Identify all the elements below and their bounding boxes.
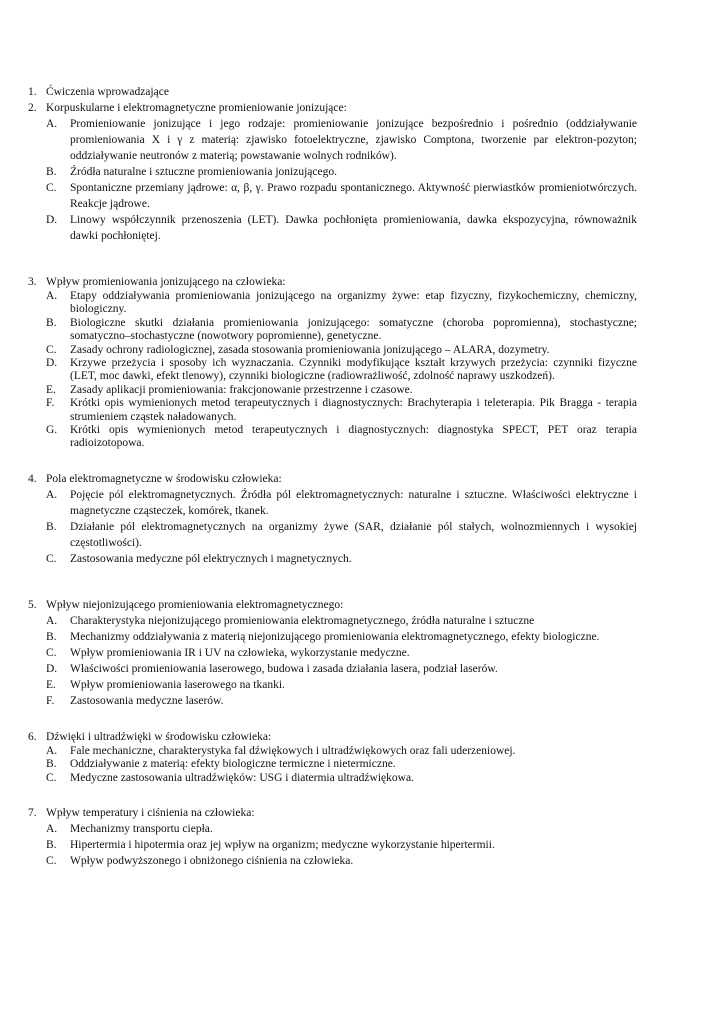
list-item: [28, 551, 637, 567]
item-text: Źródła naturalne i sztuczne promieniowania jonizującego.: [70, 166, 337, 178]
list-item: [28, 317, 637, 344]
list-item: [28, 745, 637, 758]
section-title: Wpływ niejonizującego promieniowania elektromagnetycznego:: [46, 598, 344, 611]
item-text: Fale mechaniczne, charakterystyka fal dźwiękowych i ultradźwiękowych oraz fali uderzeniowej.: [70, 744, 516, 757]
list-item: [28, 772, 637, 785]
item-text: Właściwości promieniowania laserowego, budowa i zasada działania lasera, podział laserów.: [70, 662, 498, 675]
item-letter: A.: [46, 614, 58, 627]
section-title: Dźwięki i ultradźwięki w środowisku człowieka:: [46, 730, 272, 743]
section-title: Wpływ promieniowania jonizującego na człowieka:: [46, 276, 286, 288]
item-text: Zasady aplikacji promieniowania: frakcjonowanie przestrzenne i czasowe.: [70, 383, 413, 396]
item-text: Charakterystyka niejonizującego promieniowania elektromagnetycznego, źródła naturalne i sztuczne: [70, 614, 535, 627]
section-7: [28, 805, 637, 869]
item-text: Krótki opis wymienionych metod terapeutycznych i diagnostycznych: diagnostyka SPECT, PET oraz terapia radioizotopowa.: [70, 424, 637, 450]
section-number: 4.: [28, 472, 37, 485]
list-item: [28, 837, 637, 853]
spacer: [28, 567, 637, 597]
list-item: [28, 821, 637, 837]
section-items: [28, 613, 637, 709]
item-text: Wpływ podwyższonego i obniżonego ciśnienia na człowieka.: [70, 855, 354, 868]
spacer: [28, 785, 637, 805]
section-number: 7.: [28, 807, 37, 820]
item-letter: D.: [46, 214, 58, 226]
section-number: 6.: [28, 730, 37, 743]
list-item: [28, 424, 637, 451]
item-text: Hipertermia i hipotermia oraz jej wpływ na organizm; medyczne wykorzystanie hipertermii.: [70, 839, 495, 852]
item-text: Zasady ochrony radiologicznej, zasada stosowania promieniowania jonizującego – ALARA, dozymetry.: [70, 343, 550, 356]
section-heading: [28, 274, 637, 290]
item-text: Pojęcie pól elektromagnetycznych. Źródła pól elektromagnetycznych: naturalne i sztuczne. Właściwości elektryczne i magnetyczne cząsteczek, komórek, tkanek.: [70, 488, 637, 517]
item-text: Mechanizmy oddziaływania z materią niejonizującego promieniowania elektromagnetycznego, efekty biologiczne.: [70, 630, 600, 643]
item-letter: E.: [46, 678, 56, 691]
list-item: [28, 290, 637, 317]
item-text: Biologiczne skutki działania promieniowania jonizującego: somatyczne (choroba popromienna), stochastyczne; somatyczno–stochastyczne (nowotwory popromienne), genetyczne.: [70, 316, 637, 343]
list-item: [28, 645, 637, 661]
section-title: Pola elektromagnetyczne w środowisku człowieka:: [46, 472, 282, 485]
item-letter: A.: [46, 290, 58, 302]
item-letter: D.: [46, 357, 58, 370]
item-letter: G.: [46, 424, 58, 437]
item-text: Zastosowania medyczne laserów.: [70, 694, 224, 707]
item-letter: A.: [46, 744, 58, 757]
item-letter: A.: [46, 118, 58, 130]
section-heading: [28, 805, 637, 821]
section-number: 1.: [28, 86, 37, 98]
section-1: [28, 84, 637, 100]
section-items: [28, 487, 637, 567]
item-letter: F.: [46, 694, 55, 707]
section-title: Wpływ temperatury i ciśnienia na człowieka:: [46, 807, 255, 820]
item-text: Zastosowania medyczne pól elektrycznych i magnetycznych.: [70, 552, 352, 565]
list-item: [28, 629, 637, 645]
item-letter: B.: [46, 520, 57, 533]
item-text: Wpływ promieniowania laserowego na tkanki.: [70, 678, 285, 691]
item-letter: B.: [46, 839, 57, 852]
list-item: [28, 180, 637, 212]
section-heading: [28, 84, 637, 100]
item-letter: C.: [46, 855, 57, 868]
section-items: [28, 116, 637, 244]
list-item: [28, 164, 637, 180]
list-item: [28, 487, 637, 519]
section-items: [28, 745, 637, 785]
item-text: Krótki opis wymienionych metod terapeutycznych i diagnostycznych: Brachyterapia i teleterapia. Pik Bragga - terapia strumieniem cząstek naładowanych.: [70, 397, 637, 423]
list-item: [28, 758, 637, 771]
item-letter: B.: [46, 758, 57, 771]
list-item: [28, 519, 637, 551]
item-letter: B.: [46, 630, 57, 643]
section-6: [28, 729, 637, 785]
list-item: [28, 357, 637, 384]
section-heading: [28, 100, 637, 116]
spacer: [28, 244, 637, 274]
item-text: Krzywe przeżycia i sposoby ich wyznaczania. Czynniki modyfikujące kształt krzywych przeżycia: czynniki fizyczne (LET, moc dawki, efekt tlenowy), czynniki biologiczne (radiowrażliwość, zdolność naprawy uszkodzeń).: [70, 357, 637, 383]
item-text: Oddziaływanie z materią: efekty biologiczne termiczne i nietermiczne.: [70, 758, 396, 771]
item-text: Mechanizmy transportu ciepła.: [70, 823, 213, 836]
item-letter: C.: [46, 771, 57, 784]
item-text: Spontaniczne przemiany jądrowe: α, β, γ. Prawo rozpadu spontanicznego. Aktywność pierwiastków promieniotwórczych. Reakcje jądrowe.: [70, 182, 637, 210]
item-text: Wpływ promieniowania IR i UV na człowieka, wykorzystanie medyczne.: [70, 646, 410, 659]
spacer: [28, 709, 637, 729]
section-heading: [28, 471, 637, 487]
item-letter: A.: [46, 488, 58, 501]
section-items: [28, 821, 637, 869]
item-letter: F.: [46, 397, 55, 410]
item-text: Linowy współczynnik przenoszenia (LET). Dawka pochłonięta promieniowania, dawka ekspozycyjna, równoważnik dawki pochłoniętej.: [70, 214, 637, 242]
spacer: [28, 451, 637, 471]
section-number: 5.: [28, 598, 37, 611]
item-letter: C.: [46, 343, 57, 356]
item-text: Medyczne zastosowania ultradźwięków: USG i diatermia ultradźwiękowa.: [70, 771, 414, 784]
item-text: Etapy oddziaływania promieniowania jonizującego na organizmy żywe: etap fizyczny, fizykochemiczny, chemiczny, biologiczny.: [70, 290, 637, 316]
section-title: Ćwiczenia wprowadzające: [46, 86, 169, 98]
section-5: [28, 597, 637, 709]
list-item: [28, 853, 637, 869]
list-item: [28, 384, 637, 397]
item-letter: A.: [46, 823, 58, 836]
list-item: [28, 661, 637, 677]
item-letter: B.: [46, 316, 57, 329]
item-letter: B.: [46, 166, 57, 178]
section-items: [28, 290, 637, 451]
item-letter: C.: [46, 646, 57, 659]
list-item: [28, 212, 637, 244]
item-letter: C.: [46, 552, 57, 565]
section-number: 2.: [28, 102, 37, 114]
section-heading: [28, 597, 637, 613]
section-heading: [28, 729, 637, 745]
section-3: [28, 274, 637, 451]
list-item: [28, 397, 637, 424]
section-title: Korpuskularne i elektromagnetyczne promieniowanie jonizujące:: [46, 102, 347, 114]
item-letter: D.: [46, 662, 58, 675]
list-item: [28, 693, 637, 709]
item-letter: C.: [46, 182, 57, 194]
item-text: Działanie pól elektromagnetycznych na organizmy żywe (SAR, działanie pól stałych, wolnozmiennych i wysokiej częstotliwości).: [70, 520, 637, 549]
list-item: [28, 613, 637, 629]
section-2: [28, 100, 637, 244]
section-4: [28, 471, 637, 567]
item-text: Promieniowanie jonizujące i jego rodzaje: promieniowanie jonizujące bezpośrednio i pośrednio (oddziaływanie promieniowania X i γ z materią: zjawisko fotoelektryczne, zjawisko Comptona, tworzenie par elektron-pozyton; oddziaływanie neutronów z materią; powstawanie wolnych rodników).: [70, 118, 637, 162]
list-item: [28, 344, 637, 357]
list-item: [28, 116, 637, 164]
section-number: 3.: [28, 276, 37, 288]
list-item: [28, 677, 637, 693]
item-letter: E.: [46, 383, 56, 396]
